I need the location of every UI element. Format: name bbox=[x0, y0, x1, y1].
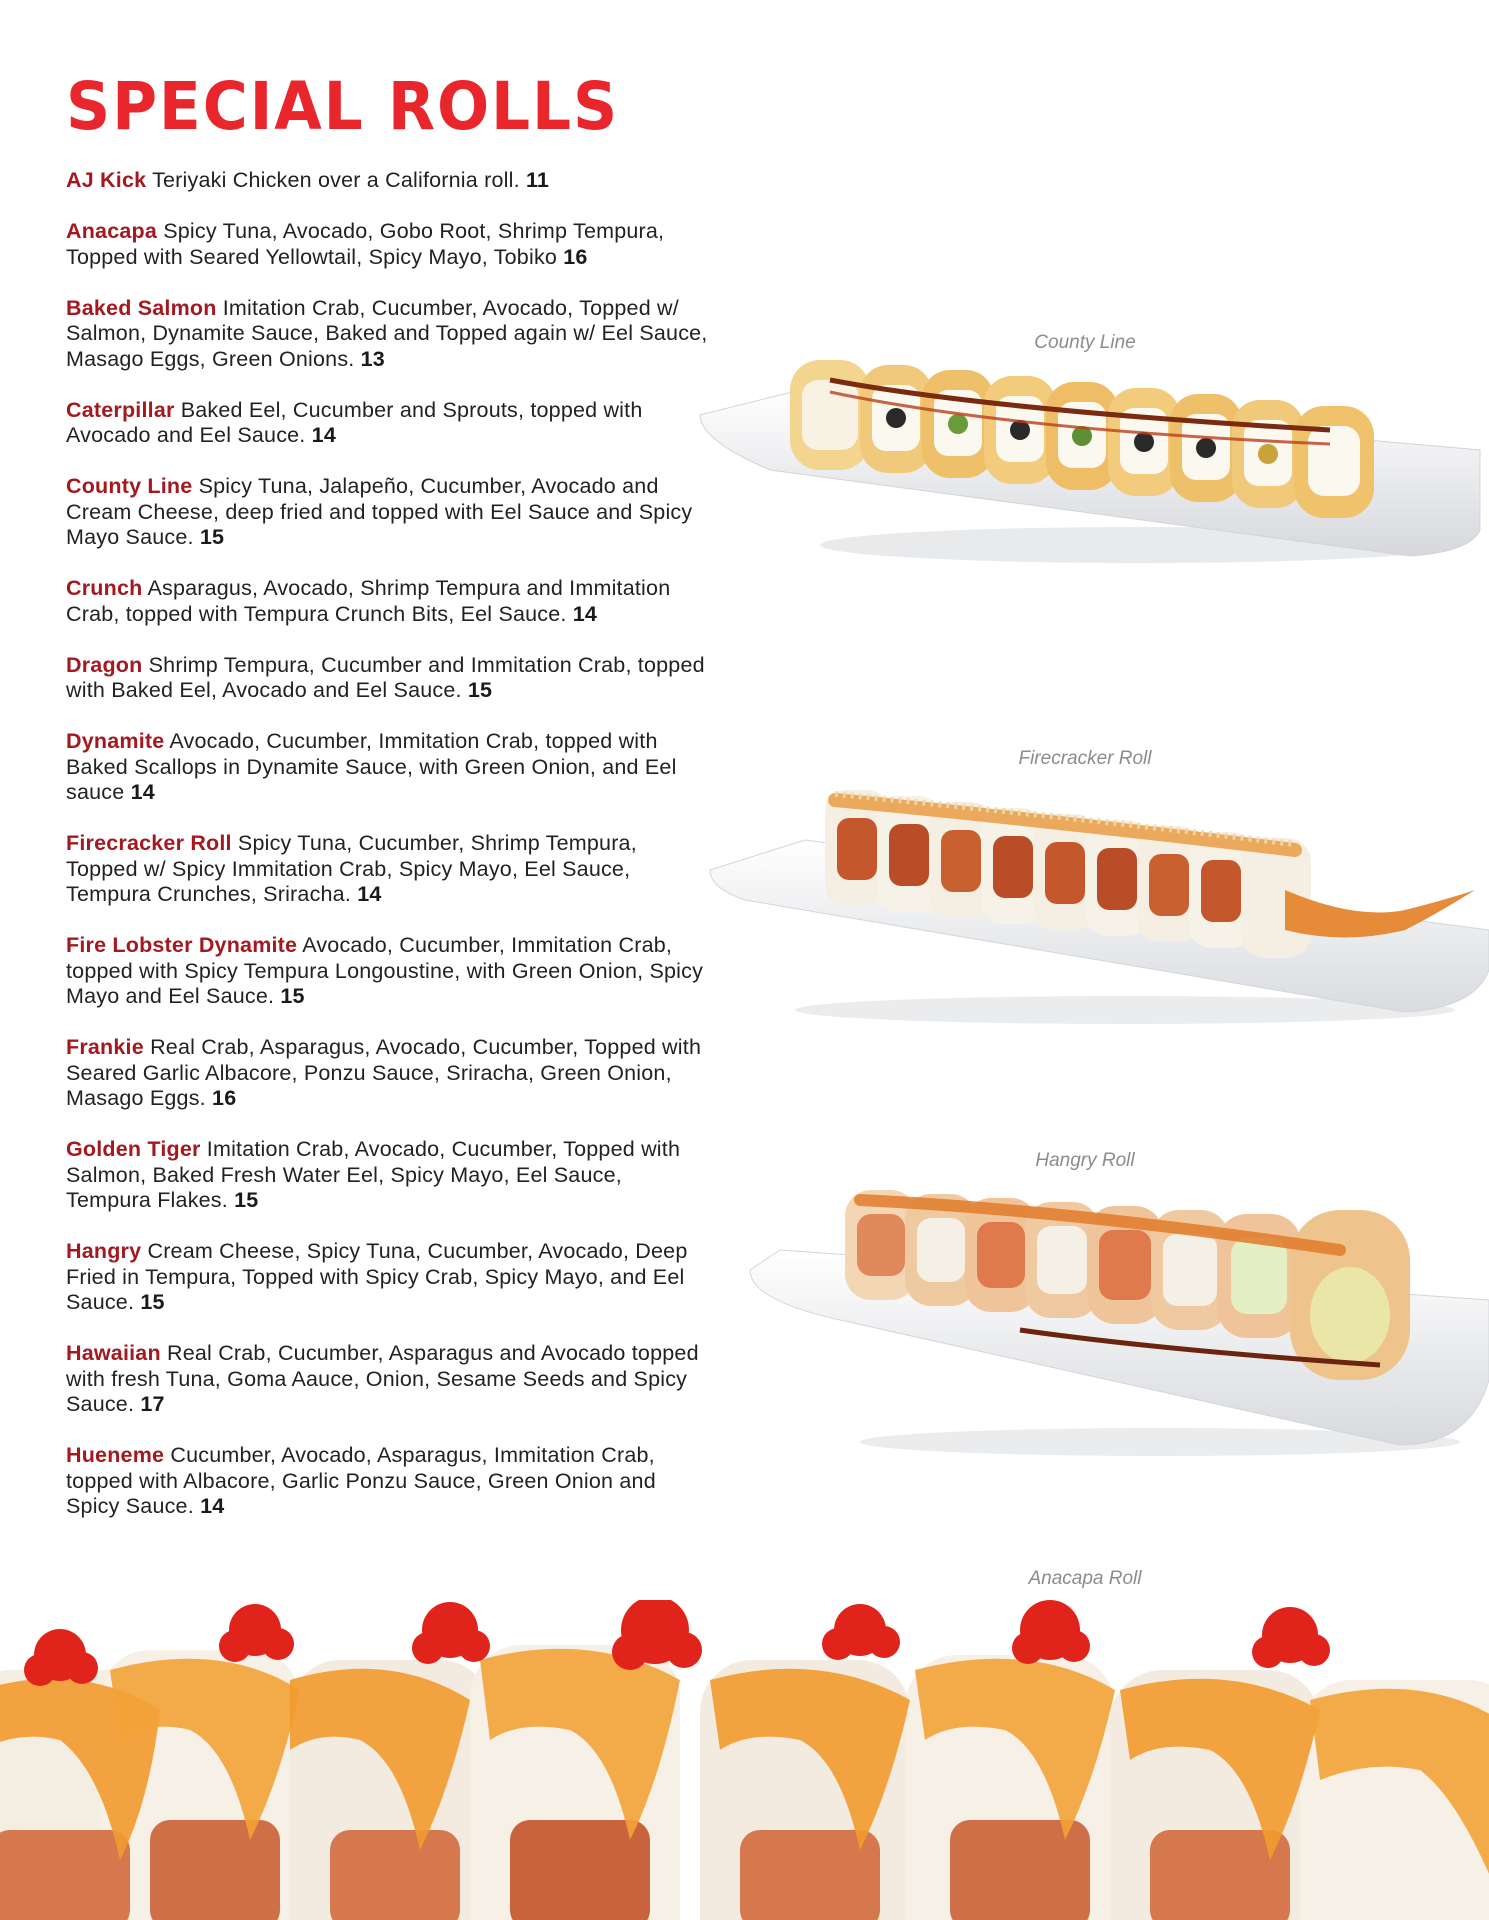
item-description: Teriyaki Chicken over a California roll. bbox=[152, 168, 520, 192]
item-name: Caterpillar bbox=[66, 397, 175, 422]
item-name: Hangry bbox=[66, 1239, 142, 1263]
item-description: Asparagus, Avocado, Shrimp Tempura and Immitation Crab, topped with Tempura Crunch Bits, Eel Sauce. bbox=[66, 576, 671, 626]
item-description: Imitation Crab, Avocado, Cucumber, Topped with Salmon, Baked Fresh Water Eel, Spicy Mayo, Eel Sauce, Tempura Flakes. bbox=[66, 1137, 681, 1212]
menu-item bbox=[66, 933, 711, 1010]
item-name: Fire Lobster Dynamite bbox=[66, 933, 298, 957]
item-price: 14 bbox=[200, 1494, 225, 1518]
menu-item bbox=[66, 1443, 711, 1520]
item-name: Firecracker Roll bbox=[66, 831, 232, 855]
item-description: Avocado, Cucumber, Immitation Crab, topped with Spicy Tempura Longoustine, with Green Onion, Spicy Mayo and Eel Sauce. bbox=[66, 933, 704, 1008]
photo-caption: Anacapa Roll bbox=[1028, 1568, 1142, 1589]
item-price: 15 bbox=[280, 984, 305, 1008]
menu-item bbox=[66, 474, 711, 551]
item-name: Anacapa bbox=[66, 219, 158, 243]
item-price: 15 bbox=[234, 1188, 259, 1212]
menu-item bbox=[66, 576, 711, 627]
anacapa-roll-photo bbox=[0, 1600, 1489, 1920]
hangry-roll-photo bbox=[740, 1180, 1489, 1460]
firecracker-roll-photo bbox=[705, 780, 1489, 1030]
menu-item bbox=[66, 831, 711, 908]
item-name: AJ Kick bbox=[66, 168, 147, 192]
menu-item bbox=[66, 729, 711, 806]
item-price: 15 bbox=[199, 525, 225, 549]
item-name: Baked Salmon bbox=[66, 295, 217, 320]
item-price: 14 bbox=[130, 780, 155, 804]
photo-caption: Hangry Roll bbox=[1035, 1150, 1135, 1171]
item-description: Spicy Tuna, Avocado, Gobo Root, Shrimp Tempura, Topped with Seared Yellowtail, Spicy Mayo, Tobiko bbox=[66, 219, 665, 269]
item-description: Imitation Crab, Cucumber, Avocado, Topped w/ Salmon, Dynamite Sauce, Baked and Topped again w/ Eel Sauce, Masago Eggs, Green Onions. bbox=[66, 295, 708, 371]
item-name: Golden Tiger bbox=[66, 1137, 201, 1161]
item-name: Dynamite bbox=[66, 729, 165, 753]
menu-item bbox=[66, 653, 711, 704]
menu-item bbox=[66, 168, 711, 194]
item-price: 15 bbox=[467, 678, 493, 702]
menu-item bbox=[66, 296, 711, 373]
item-name: Frankie bbox=[66, 1035, 144, 1059]
item-description: Real Crab, Cucumber, Asparagus and Avocado topped with fresh Tuna, Goma Aauce, Onion, Sesame Seeds and Spicy Sauce. bbox=[66, 1341, 699, 1416]
item-name: Dragon bbox=[66, 652, 143, 677]
item-description: Baked Eel, Cucumber and Sprouts, topped with Avocado and Eel Sauce. bbox=[66, 397, 643, 447]
item-price: 17 bbox=[140, 1392, 165, 1416]
item-description: Cucumber, Avocado, Asparagus, Immitation Crab, topped with Albacore, Garlic Ponzu Sauce, Green Onion and Spicy Sauce. bbox=[66, 1443, 656, 1518]
county-line-roll-photo bbox=[690, 340, 1489, 580]
item-price: 14 bbox=[357, 882, 382, 906]
item-description: Real Crab, Asparagus, Avocado, Cucumber, Topped with Seared Garlic Albacore, Ponzu Sauce, Sriracha, Green Onion, Masago Eggs. bbox=[66, 1035, 702, 1110]
item-description: Spicy Tuna, Jalapeño, Cucumber, Avocado and Cream Cheese, deep fried and topped with Eel Sauce and Spicy Mayo Sauce. bbox=[66, 474, 693, 549]
item-price: 13 bbox=[360, 346, 385, 371]
item-name: Hueneme bbox=[66, 1443, 165, 1467]
menu-item bbox=[66, 1137, 711, 1214]
photo-caption: County Line bbox=[1034, 332, 1136, 353]
item-description: Avocado, Cucumber, Immitation Crab, topped with Baked Scallops in Dynamite Sauce, with Green Onion, and Eel sauce bbox=[66, 729, 677, 804]
item-price: 15 bbox=[140, 1290, 165, 1314]
item-name: County Line bbox=[66, 474, 193, 498]
menu-item bbox=[66, 219, 711, 270]
item-name: Crunch bbox=[66, 576, 143, 600]
menu-list bbox=[66, 168, 711, 1545]
menu-item bbox=[66, 1035, 711, 1112]
item-description: Cream Cheese, Spicy Tuna, Cucumber, Avocado, Deep Fried in Tempura, Topped with Spicy Crab, Spicy Mayo, and Eel Sauce. bbox=[66, 1239, 688, 1314]
item-price: 14 bbox=[311, 423, 336, 447]
item-price: 11 bbox=[525, 168, 550, 192]
item-description: Spicy Tuna, Cucumber, Shrimp Tempura, Topped w/ Spicy Immitation Crab, Spicy Mayo, Eel Sauce, Tempura Crunches, Sriracha. bbox=[66, 831, 637, 906]
menu-item bbox=[66, 1341, 711, 1418]
menu-item bbox=[66, 1239, 711, 1316]
menu-item bbox=[66, 398, 711, 449]
item-price: 16 bbox=[563, 244, 588, 269]
page-title: SPECIAL ROLLS bbox=[66, 68, 620, 145]
item-price: 14 bbox=[572, 601, 598, 626]
item-price: 16 bbox=[212, 1086, 237, 1110]
item-description: Shrimp Tempura, Cucumber and Immitation Crab, topped with Baked Eel, Avocado and Eel Sauce. bbox=[66, 652, 705, 702]
item-name: Hawaiian bbox=[66, 1341, 161, 1365]
photo-caption: Firecracker Roll bbox=[1018, 748, 1152, 769]
